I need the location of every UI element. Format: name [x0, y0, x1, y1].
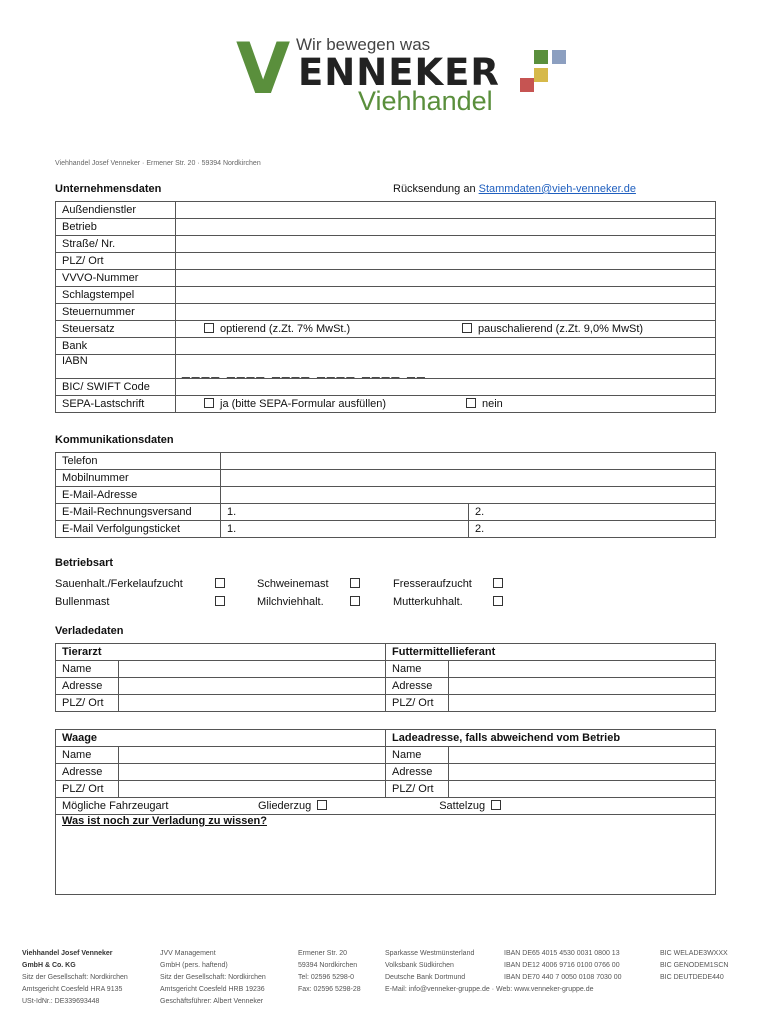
label-email: E-Mail-Adresse	[56, 487, 221, 504]
label-futtermittel-name: Name	[386, 661, 449, 678]
footer-text: Amtsgericht Coesfeld HRB 19236	[160, 986, 265, 993]
label-milchvieh: Milchviehhalt.	[257, 596, 324, 608]
verladedaten-table-1	[55, 643, 716, 712]
table-row	[56, 798, 716, 815]
label-tierarzt-name: Name	[56, 661, 119, 678]
label-waage-plz: PLZ/ Ort	[56, 781, 119, 798]
footer-text: Tel: 02596 5298-0	[298, 974, 355, 981]
label-mutterkuh: Mutterkuhhalt.	[393, 596, 463, 608]
footer-text: Deutsche Bank Dortmund	[385, 974, 466, 981]
label-steuersatz: Steuersatz	[56, 321, 176, 338]
table-row	[56, 379, 716, 396]
section-title-company: Unternehmensdaten	[55, 183, 162, 195]
checkbox-milchvieh[interactable]	[350, 596, 360, 606]
checkbox-sauenhalt[interactable]	[215, 578, 225, 588]
checkbox-sepa-ja[interactable]	[204, 398, 214, 408]
header-tierarzt: Tierarzt	[56, 644, 386, 661]
label-bic: BIC/ SWIFT Code	[56, 379, 176, 396]
table-row	[56, 470, 716, 487]
footer-text: 59394 Nordkirchen	[298, 962, 358, 969]
label-schweinemast: Schweinemast	[257, 578, 329, 590]
footer-text: Sparkasse Westmünsterland	[385, 950, 475, 957]
footer-text: BIC DEUTDEDE440	[660, 974, 724, 981]
input-lade-name[interactable]	[449, 747, 716, 764]
notes-field[interactable]	[56, 815, 716, 895]
section-title-verladedaten: Verladedaten	[55, 625, 124, 637]
input-tierarzt-adresse[interactable]	[119, 678, 386, 695]
label-sattelzug: Sattelzug	[439, 800, 486, 812]
betriebsart-option-milchvieh	[257, 596, 366, 608]
footer-text: GmbH (pers. haftend)	[160, 962, 228, 969]
label-waage-name: Name	[56, 747, 119, 764]
header-ladeadresse: Ladeadresse, falls abweichend vom Betrieb	[386, 730, 716, 747]
footer-text: Ermener Str. 20	[298, 950, 348, 957]
section-title-communication: Kommunikationsdaten	[55, 434, 174, 446]
input-email-verfolgung-2[interactable]: 2.	[469, 521, 716, 538]
table-row	[56, 678, 716, 695]
input-waage-adresse[interactable]	[119, 764, 386, 781]
checkbox-fresser[interactable]	[493, 578, 503, 588]
table-row	[56, 396, 716, 413]
input-futtermittel-name[interactable]	[449, 661, 716, 678]
label-strasse: Straße/ Nr.	[56, 236, 176, 253]
label-lade-name: Name	[386, 747, 449, 764]
label-plz: PLZ/ Ort	[56, 253, 176, 270]
input-email-verfolgung-1[interactable]: 1.	[221, 521, 469, 538]
table-row	[56, 253, 716, 270]
input-tierarzt-plz[interactable]	[119, 695, 386, 712]
checkbox-sepa-nein[interactable]	[466, 398, 476, 408]
label-lade-adresse: Adresse	[386, 764, 449, 781]
input-tierarzt-name[interactable]	[119, 661, 386, 678]
footer-contact: E-Mail: info@venneker-gruppe.de · Web: www.venneker-gruppe.de	[385, 986, 594, 993]
fahrzeugart-row	[56, 798, 716, 815]
input-futtermittel-plz[interactable]	[449, 695, 716, 712]
table-row	[56, 730, 716, 747]
footer-text: JVV Management	[160, 950, 216, 957]
table-row	[56, 287, 716, 304]
betriebsart-option-bullenmast	[55, 596, 231, 608]
footer-text: Sitz der Gesellschaft: Nordkirchen	[160, 974, 266, 981]
checkbox-bullenmast[interactable]	[215, 596, 225, 606]
footer-text: IBAN DE70 440 7 0050 0108 7030 00	[504, 974, 622, 981]
footer-address	[298, 948, 361, 996]
footer-text: USt-IdNr.: DE339693448	[22, 998, 100, 1005]
label-waage-adresse: Adresse	[56, 764, 119, 781]
input-email-rechnung-2[interactable]: 2.	[469, 504, 716, 521]
table-row	[56, 487, 716, 504]
footer-text: Fax: 02596 5298-28	[298, 986, 361, 993]
input-schlagstempel[interactable]	[176, 287, 716, 304]
label-futtermittel-plz: PLZ/ Ort	[386, 695, 449, 712]
logo-square-green	[534, 50, 548, 64]
table-row	[56, 304, 716, 321]
footer-text: Volksbank Südkirchen	[385, 962, 454, 969]
section-title-betriebsart: Betriebsart	[55, 557, 114, 569]
footer-text: GmbH & Co. KG	[22, 962, 76, 969]
table-row	[56, 321, 716, 338]
input-steuernummer[interactable]	[176, 304, 716, 321]
input-email[interactable]	[221, 487, 716, 504]
table-row	[56, 747, 716, 764]
label-tierarzt-adresse: Adresse	[56, 678, 119, 695]
footer-bics	[660, 948, 728, 984]
label-mobil: Mobilnummer	[56, 470, 221, 487]
input-bank[interactable]	[176, 338, 716, 355]
checkbox-gliederzug[interactable]	[317, 800, 327, 810]
checkbox-sattelzug[interactable]	[491, 800, 501, 810]
label-bullenmast: Bullenmast	[55, 596, 110, 608]
input-telefon[interactable]	[221, 453, 716, 470]
table-row	[56, 338, 716, 355]
betriebsart-option-fresser	[393, 578, 509, 590]
label-vvvo: VVVO-Nummer	[56, 270, 176, 287]
footer-text: Geschäftsführer: Albert Venneker	[160, 998, 264, 1005]
sender-line: Viehhandel Josef Venneker · Ermener Str. 20 · 59394 Nordkirchen	[55, 160, 261, 167]
footer-text: Sitz der Gesellschaft: Nordkirchen	[22, 974, 128, 981]
footer-text: BIC GENODEM1SCN	[660, 962, 729, 969]
return-note	[393, 183, 636, 195]
footer-company	[22, 948, 128, 1008]
label-email-verfolgung: E-Mail Verfolgungsticket	[56, 521, 221, 538]
label-email-rechnung: E-Mail-Rechnungsversand	[56, 504, 221, 521]
header-futtermittel: Futtermittellieferant	[386, 644, 716, 661]
footer-text: IBAN DE12 4006 9716 0100 0766 00	[504, 962, 620, 969]
logo-square-yellow	[534, 68, 548, 82]
label-telefon: Telefon	[56, 453, 221, 470]
input-betrieb[interactable]	[176, 219, 716, 236]
footer-text: IBAN DE65 4015 4530 0031 0800 13	[504, 950, 620, 957]
footer-ibans	[504, 948, 622, 984]
sepa-options	[176, 396, 716, 413]
input-futtermittel-adresse[interactable]	[449, 678, 716, 695]
input-vvvo[interactable]	[176, 270, 716, 287]
checkbox-mutterkuh[interactable]	[493, 596, 503, 606]
label-tierarzt-plz: PLZ/ Ort	[56, 695, 119, 712]
option-optierend: optierend (z.Zt. 7% MwSt.)	[220, 323, 351, 335]
input-plz[interactable]	[176, 253, 716, 270]
return-prefix: Rücksendung an	[393, 183, 479, 195]
logo-name: ENNEKER	[298, 51, 500, 94]
label-schlagstempel: Schlagstempel	[56, 287, 176, 304]
input-aussendienstler[interactable]	[176, 202, 716, 219]
table-row	[56, 764, 716, 781]
input-strasse[interactable]	[176, 236, 716, 253]
input-waage-name[interactable]	[119, 747, 386, 764]
iban-placeholder: ____ ____ ____ ____ ____ __	[182, 362, 427, 378]
footer-text: Amtsgericht Coesfeld HRA 9135	[22, 986, 123, 993]
label-futtermittel-adresse: Adresse	[386, 678, 449, 695]
table-row	[56, 504, 716, 521]
table-row	[56, 815, 716, 895]
table-row	[56, 781, 716, 798]
table-row	[56, 202, 716, 219]
communication-table	[55, 452, 716, 538]
option-sepa-ja: ja (bitte SEPA-Formular ausfüllen)	[220, 398, 387, 410]
logo-tagline: Wir bewegen was	[296, 35, 431, 54]
notes-title: Was ist noch zur Verladung zu wissen?	[62, 815, 267, 827]
input-email-rechnung-1[interactable]: 1.	[221, 504, 469, 521]
table-row	[56, 644, 716, 661]
table-row	[56, 453, 716, 470]
checkbox-optierend[interactable]	[204, 323, 214, 333]
label-fresser: Fresseraufzucht	[393, 578, 472, 590]
label-betrieb: Betrieb	[56, 219, 176, 236]
label-aussendienstler: Außendienstler	[56, 202, 176, 219]
table-row	[56, 270, 716, 287]
logo-mark: V	[236, 28, 291, 110]
input-mobil[interactable]	[221, 470, 716, 487]
table-row	[56, 236, 716, 253]
input-lade-adresse[interactable]	[449, 764, 716, 781]
checkbox-pauschalierend[interactable]	[462, 323, 472, 333]
table-row	[56, 355, 716, 379]
label-iabn: IABN	[56, 355, 176, 379]
option-sepa-nein: nein	[482, 398, 503, 410]
checkbox-schweinemast[interactable]	[350, 578, 360, 588]
footer-text: Viehhandel Josef Venneker	[22, 950, 113, 957]
label-gliederzug: Gliederzug	[258, 800, 312, 812]
company-table	[55, 201, 716, 413]
logo-subtitle: Viehhandel	[358, 86, 493, 116]
table-row	[56, 219, 716, 236]
label-fahrzeugart: Mögliche Fahrzeugart	[62, 800, 169, 812]
input-lade-plz[interactable]	[449, 781, 716, 798]
label-steuernummer: Steuernummer	[56, 304, 176, 321]
footer-text: BIC WELADE3WXXX	[660, 950, 728, 957]
input-waage-plz[interactable]	[119, 781, 386, 798]
option-pauschalierend: pauschalierend (z.Zt. 9,0% MwSt)	[478, 323, 644, 335]
label-sepa: SEPA-Lastschrift	[56, 396, 176, 413]
input-iban[interactable]	[176, 355, 716, 379]
input-bic[interactable]	[176, 379, 716, 396]
table-row	[56, 661, 716, 678]
verladedaten-table-2	[55, 729, 716, 895]
company-logo	[236, 30, 576, 120]
footer-management	[160, 948, 266, 1008]
label-lade-plz: PLZ/ Ort	[386, 781, 449, 798]
betriebsart-option-mutterkuh	[393, 596, 509, 608]
logo-square-blue	[552, 50, 566, 64]
return-email-link[interactable]: Stammdaten@vieh-venneker.de	[478, 183, 636, 195]
header-waage: Waage	[56, 730, 386, 747]
logo-square-red	[520, 78, 534, 92]
betriebsart-option-schweinemast	[257, 578, 366, 590]
label-sauenhalt: Sauenhalt./Ferkelaufzucht	[55, 578, 183, 590]
table-row	[56, 695, 716, 712]
betriebsart-option-sauenhalt	[55, 578, 231, 590]
steuersatz-options	[176, 321, 716, 338]
label-bank: Bank	[56, 338, 176, 355]
table-row	[56, 521, 716, 538]
